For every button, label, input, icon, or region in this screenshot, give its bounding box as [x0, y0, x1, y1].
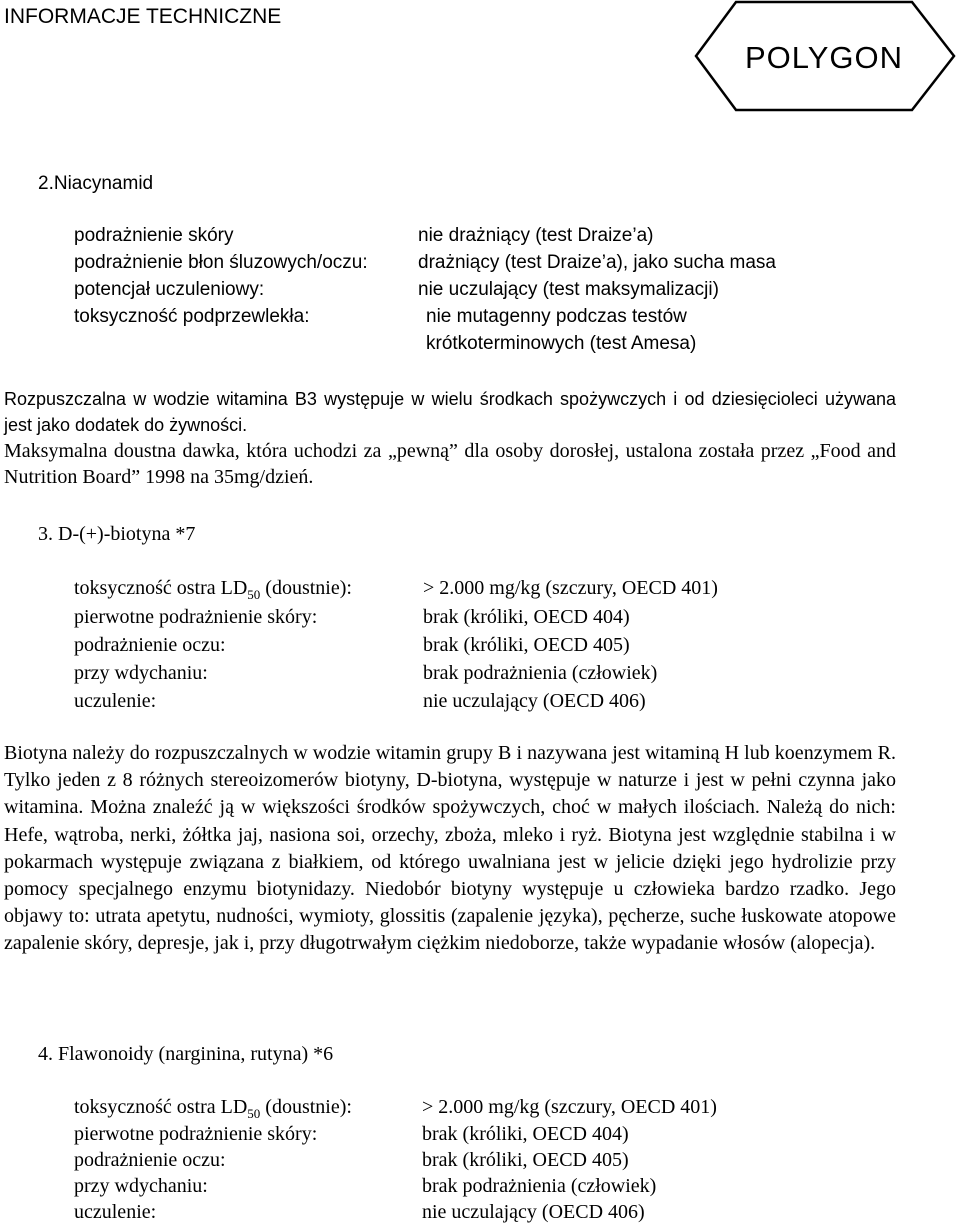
- s2-value-4: nie mutagenny podczas testów: [426, 306, 687, 327]
- s4-value-inhalation: brak podrażnienia (człowiek): [422, 1175, 657, 1197]
- section-4-heading: 4. Flawonoidy (narginina, rutyna) *6: [38, 1043, 334, 1065]
- s4-label-skin: pierwotne podrażnienie skóry:: [74, 1123, 318, 1145]
- s4-label-inhalation: przy wdychaniu:: [74, 1175, 208, 1197]
- polygon-logo: [692, 0, 956, 112]
- s2-paragraph-2: Maksymalna doustna dawka, która uchodzi za „pewną” dla osoby dorosłej, ustalona została przez „Food and Nutrition Board” 1998 na 35mg/dzień.: [4, 440, 896, 488]
- s2-label-4: toksyczność podprzewlekła:: [74, 306, 310, 327]
- s3-label-ld50: toksyczność ostra $LD_{50}$ (doustnie):: [74, 577, 352, 602]
- s3-paragraph: Biotyna należy do rozpuszczalnych w wodzie witamin grupy B i nazywana jest witaminą H lub koenzymem R. Tylko jeden z 8 różnych stereoizomerów biotyny, D-biotyna, występuje w naturze i jest w pełni czynna jako witamina. Można znaleźć ją w większości środków spożywczych, choć w małych ilościach. Należą do nich: Hefe, wątroba, nerki, żółtka jaj, nasiona soi, orzechy, zboża, mleko i ryż. Biotyna jest względnie stabilna i w pokarmach występuje związana z białkiem, od którego uwalniana jest w jelicie dzięki jego hydrolizie przy pomocy specjalnego enzymu biotynidazy. Niedobór biotyny występuje u człowieka bardzo rzadko. Jego objawy to: utrata apetytu, nudności, wymioty, glossitis (zapalenie języka), pęcherze, suche łuskowate atopowe zapalenie skóry, depresje, jak i, przy długotrwałym ciężkim niedoborze, także wypadanie włosów (alopecja).: [4, 742, 896, 955]
- page-title: INFORMACJE TECHNICZNE: [4, 5, 282, 28]
- s2-label-2: podrażnienie błon śluzowych/oczu:: [74, 252, 368, 273]
- s2-value-1: nie drażniący (test Draize’a): [418, 225, 654, 246]
- s4-value-eyes: brak (króliki, OECD 405): [422, 1149, 629, 1171]
- s3-label-skin: pierwotne podrażnienie skóry:: [74, 606, 318, 628]
- s4-value-sensitization: nie uczulający (OECD 406): [422, 1201, 645, 1223]
- s3-value-ld50: > 2.000 mg/kg (szczury, OECD 401): [423, 577, 718, 599]
- section-2-heading: 2.Niacynamid: [38, 173, 154, 194]
- s4-label-eyes: podrażnienie oczu:: [74, 1149, 226, 1171]
- s4-label-sensitization: uczulenie:: [74, 1201, 157, 1223]
- s2-value-3: nie uczulający (test maksymalizacji): [418, 279, 719, 300]
- s2-paragraph-1: Rozpuszczalna w wodzie witamina B3 występuje w wielu środkach spożywczych i od dziesięcioleci używana jest jako dodatek do żywności.: [4, 389, 896, 435]
- s2-label-1: podrażnienie skóry: [74, 225, 234, 246]
- s4-value-ld50: > 2.000 mg/kg (szczury, OECD 401): [422, 1096, 717, 1118]
- s4-value-skin: brak (króliki, OECD 404): [422, 1123, 629, 1145]
- logo-text: POLYGON: [744, 40, 904, 75]
- s3-value-sensitization: nie uczulający (OECD 406): [423, 690, 646, 712]
- s3-value-eyes: brak (króliki, OECD 405): [423, 634, 630, 656]
- s4-label-ld50: toksyczność ostra $LD_{50}$ (doustnie):: [74, 1096, 352, 1121]
- s3-value-inhalation: brak podrażnienia (człowiek): [423, 662, 658, 684]
- s2-value-2: drażniący (test Draize’a), jako sucha masa: [418, 252, 776, 273]
- s3-value-skin: brak (króliki, OECD 404): [423, 606, 630, 628]
- s2-label-3: potencjał uczuleniowy:: [74, 279, 265, 300]
- s3-label-eyes: podrażnienie oczu:: [74, 634, 226, 656]
- section-3-heading: 3. D-(+)-biotyna *7: [38, 523, 196, 545]
- s3-label-inhalation: przy wdychaniu:: [74, 662, 208, 684]
- s2-value-5: krótkoterminowych (test Amesa): [426, 333, 697, 354]
- s3-label-sensitization: uczulenie:: [74, 690, 157, 712]
